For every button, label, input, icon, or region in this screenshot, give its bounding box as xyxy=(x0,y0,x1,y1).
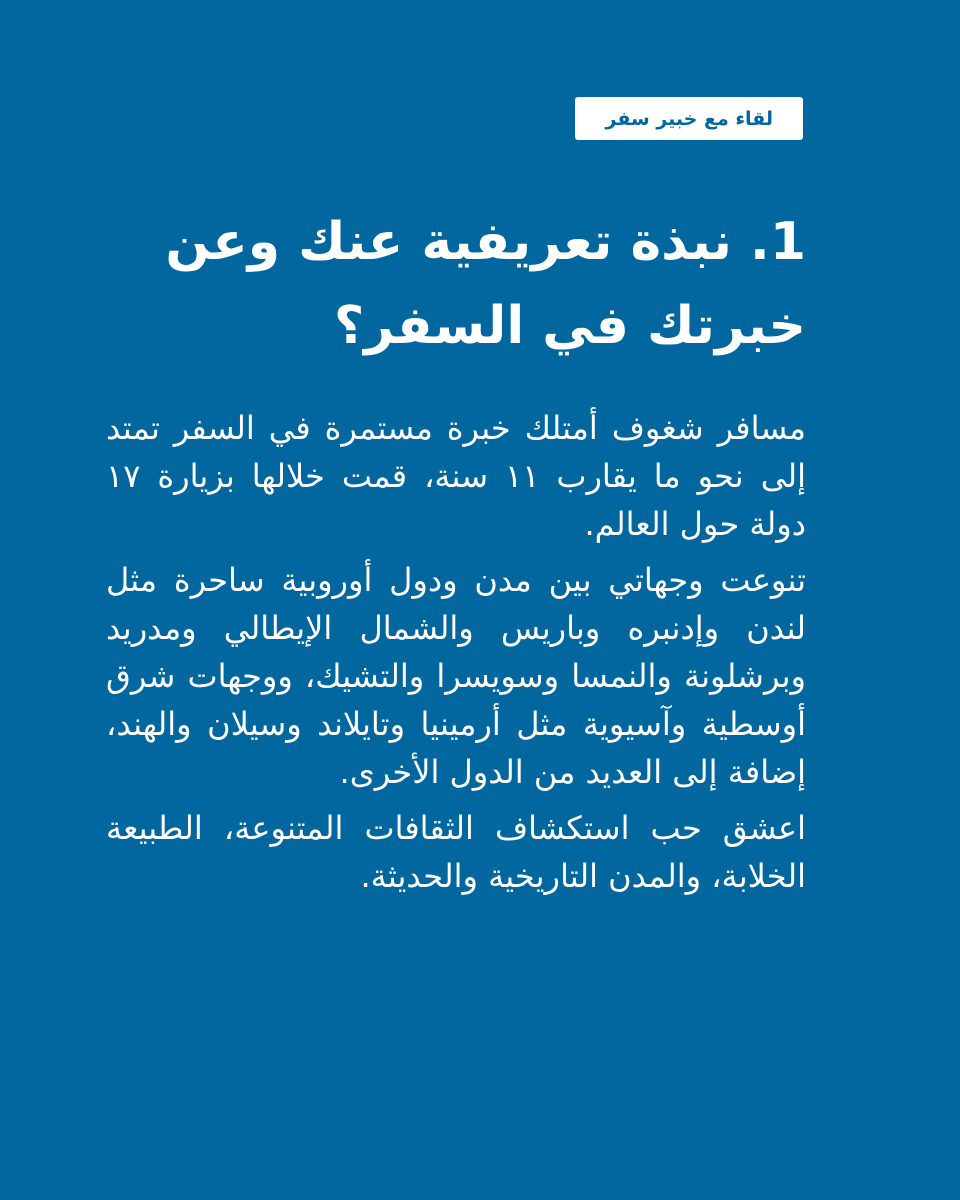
category-tag xyxy=(575,97,803,140)
paragraph-intro: مسافر شغوف أمتلك خبرة مستمرة في السفر تمتد إلى نحو ما يقارب ١١ سنة، قمت خلالها بزيارة ١٧ دولة حول العالم. xyxy=(106,409,807,543)
paragraph-interests: اعشق حب استكشاف الثقافات المتنوعة، الطبيعة الخلابة، والمدن التاريخية والحديثة. xyxy=(106,809,806,895)
body-text xyxy=(106,404,806,908)
category-tag-label: لقاء مع خبير سفر xyxy=(605,107,773,130)
paragraph-destinations: تنوعت وجهاتي بين مدن ودول أوروبية ساحرة مثل لندن وإدنبره وباريس والشمال الإيطالي ومدريد وبرشلونة والنمسا وسويسرا والتشيك، ووجهات شرق أوسطية وآسيوية مثل أرمينيا وتايلاند وسيلان والهند، إضافة إلى العديد من الدول الأخرى. xyxy=(106,561,806,791)
headline: 1. نبذة تعريفية عنك وعن خبرتك في السفر؟ xyxy=(165,212,806,356)
